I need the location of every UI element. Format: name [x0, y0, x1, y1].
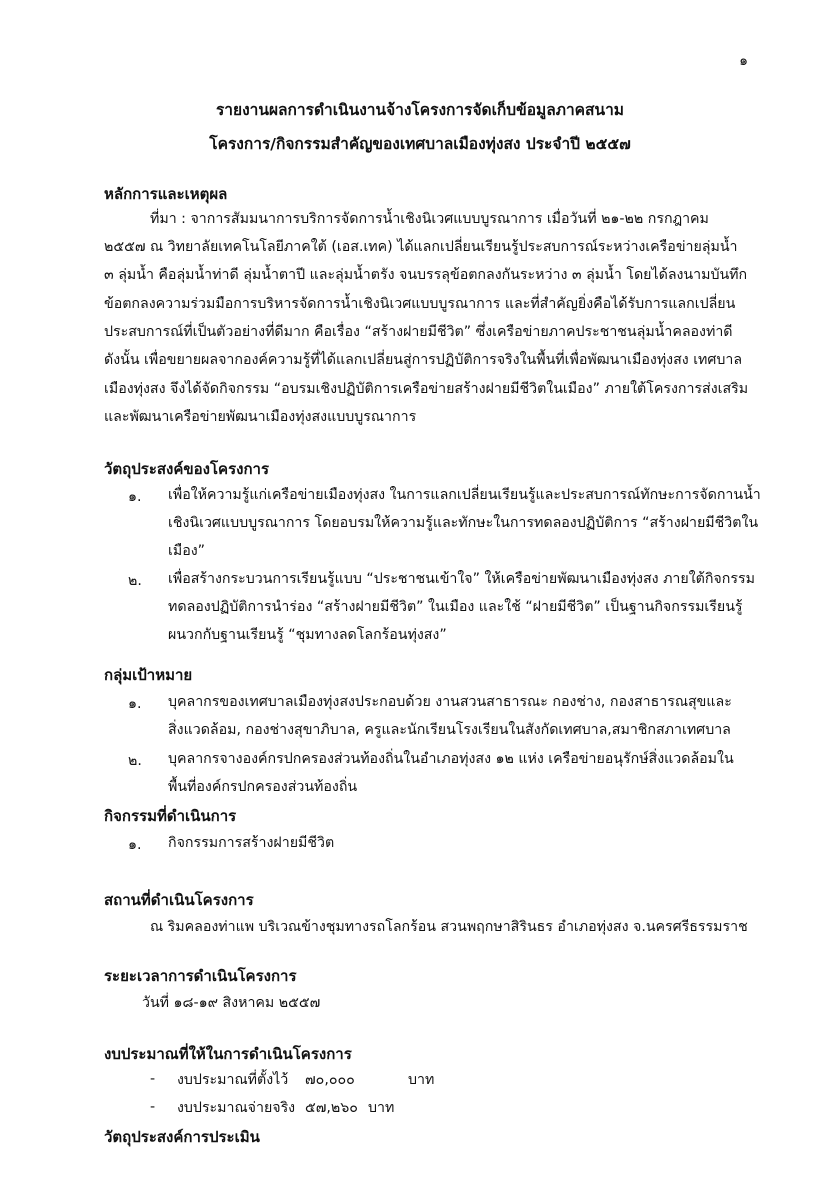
objective-line: ผนวกกับฐานเรียนรู้ “ชุมทางลดโลกร้อนทุ่งสง” — [168, 627, 447, 643]
list-number: ๒. — [128, 753, 142, 769]
budget-label: งบประมาณที่ตั้งไว้ — [177, 1072, 289, 1088]
budget-label: งบประมาณจ่ายจริง — [177, 1100, 296, 1116]
rationale-line: ประสบการณ์ที่เป็นตัวอย่างที่ดีมาก คือเรื่อง “สร้างฝายมีชีวิต” ซึ่งเครือข่ายภาคประชาชนลุ่มน้ำคลองท่าดี — [104, 324, 733, 340]
location-heading: สถานที่ดำเนินโครงการ — [104, 891, 254, 909]
objectives-heading: วัตถุประสงค์ของโครงการ — [104, 460, 270, 478]
target-line: บุคลากรจางองค์กรปกครองส่วนท้องถิ่นในอำเภอทุ่งสง ๑๒ แห่ง เครือข่ายอนุรักษ์สิ่งแวดล้อมใน — [168, 751, 734, 767]
target-line: บุคลากรของเทศบาลเมืองทุ่งสงประกอบด้วย งานสวนสาธารณะ กองช่าง, กองสาธารณสุขและ — [168, 694, 732, 710]
document-title-line-1: รายงานผลการดำเนินงานจ้างโครงการจัดเก็บข้อมูลภาคสนาม — [215, 101, 624, 119]
evaluation-heading: วัตถุประสงค์การประเมิน — [104, 1128, 260, 1146]
target-line: สิ่งแวดล้อม, กองช่างสุขาภิบาล, ครูและนักเรียนโรงเรียนในสังกัดเทศบาล,สมาชิกสภาเทศบาล — [168, 722, 731, 738]
objective-line: ทดลองปฏิบัติการนำร่อง “สร้างฝายมีชีวิต” ในเมือง และใช้ “ฝายมีชีวิต” เป็นฐานกิจกรรมเรียนรู้ — [168, 599, 743, 615]
target-heading: กลุ่มเป้าหมาย — [104, 666, 193, 684]
page-number: ๑ — [739, 53, 748, 69]
budget-heading: งบประมาณที่ให้ในการดำเนินโครงการ — [104, 1045, 352, 1063]
list-number: ๑. — [128, 837, 142, 853]
rationale-heading: หลักการและเหตุผล — [104, 185, 228, 203]
objective-line: เพื่อให้ความรู้แก่เครือข่ายเมืองทุ่งสง ในการแลกเปลี่ยนเรียนรู้และประสบการณ์ทักษะการจัดกานน้ำ — [168, 487, 761, 503]
bullet-dash: - — [150, 1099, 156, 1115]
objective-line: เชิงนิเวศแบบบูรณาการ โดยอบรมให้ความรู้และทักษะในการทดลองปฏิบัติการ “สร้างฝายมีชีวิตใน — [168, 515, 759, 531]
document-title-line-2: โครงการ/กิจกรรมสำคัญของเทศบาลเมืองทุ่งสง ประจำปี ๒๕๕๗ — [209, 135, 631, 153]
rationale-line: และพัฒนาเครือข่ายพัฒนาเมืองทุ่งสงแบบบูรณาการ — [104, 409, 417, 425]
list-number: ๒. — [128, 573, 142, 589]
rationale-line: ที่มา : จาการสัมมนาการบริการจัดการน้ำเชิงนิเวศแบบบูรณาการ เมื่อวันที่ ๒๑-๒๒ กรกฎาคม — [150, 211, 709, 227]
rationale-line: ๓ ลุ่มน้ำ คือลุ่มน้ำท่าดี ลุ่มน้ำตาปี และลุ่มน้ำตรัง จนบรรลุข้อตกลงกันระหว่าง ๓ ลุ่มน้ำ โดยได้ลงนามบันทึก — [104, 267, 748, 283]
list-number: ๑. — [128, 696, 142, 712]
period-heading: ระยะเวลาการดำเนินโครงการ — [104, 967, 297, 985]
budget-amount: ๗๐,๐๐๐ — [305, 1072, 355, 1088]
activities-heading: กิจกรรมที่ดำเนินการ — [104, 807, 237, 825]
target-line: พื้นที่องค์กรปกครองส่วนท้องถิ่น — [168, 779, 358, 795]
rationale-line: ๒๕๕๗ ณ วิทยาลัยเทคโนโลยีภาคใต้ (เอส.เทค) ได้แลกเปลี่ยนเรียนรู้ประสบการณ์ระหว่างเครือข่ายลุ่มน้ำ — [104, 239, 738, 255]
bullet-dash: - — [150, 1071, 156, 1087]
period-text: วันที่ ๑๘-๑๙ สิงหาคม ๒๕๕๗ — [142, 995, 321, 1011]
budget-unit: บาท — [368, 1100, 395, 1116]
budget-amount: ๕๗,๒๖๐ — [305, 1100, 358, 1116]
activity-text: กิจกรรมการสร้างฝายมีชีวิต — [168, 835, 335, 851]
budget-unit: บาท — [408, 1072, 435, 1088]
objective-line: เมือง” — [168, 543, 205, 559]
rationale-line: เมืองทุ่งสง จึงได้จัดกิจกรรม “อบรมเชิงปฏิบัติการเครือข่ายสร้างฝายมีชีวิตในเมือง” ภายใต้โครงการส่งเสริม — [104, 381, 749, 397]
rationale-line: ข้อตกลงความร่วมมือการบริหารจัดการน้ำเชิงนิเวศแบบบูรณาการ และที่สำคัญยิ่งคือได้รับการแลกเปลี่ยน — [104, 296, 736, 312]
location-text: ณ ริมคลองท่าแพ บริเวณข้างชุมทางรถโลกร้อน สวนพฤกษาสิรินธร อำเภอทุ่งสง จ.นครศรีธรรมราช — [150, 919, 748, 935]
objective-line: เพื่อสร้างกระบวนการเรียนรู้แบบ “ประชาชนเข้าใจ” ให้เครือข่ายพัฒนาเมืองทุ่งสง ภายใต้กิจกรรม — [168, 571, 755, 587]
rationale-line: ดังนั้น เพื่อขยายผลจากองค์ความรู้ที่ได้แลกเปลี่ยนสู่การปฏิบัติการจริงในพื้นที่เพื่อพัฒนาเมืองทุ่งสง เทศบาล — [104, 352, 743, 368]
list-number: ๑. — [128, 489, 142, 505]
